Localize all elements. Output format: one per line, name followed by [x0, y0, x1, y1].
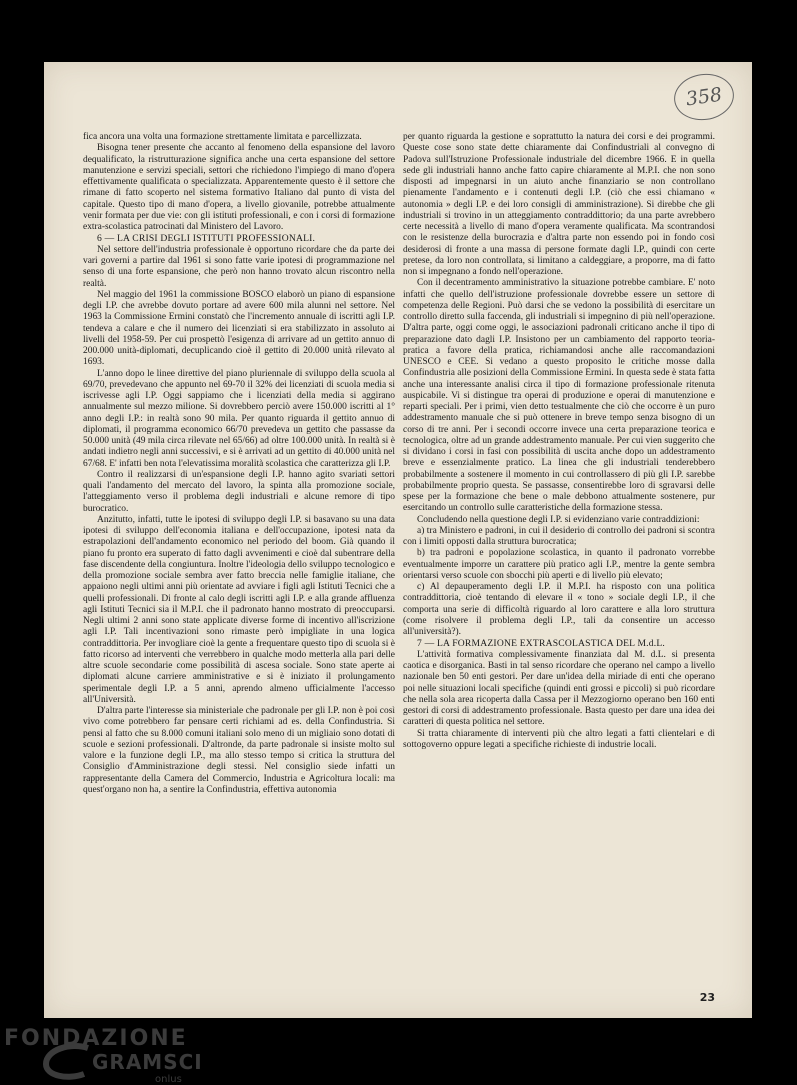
paragraph: b) tra padroni e popolazione scolastica, in quanto il padronato vorrebbe eventualmente imporre un carattere più pratico agli I.P., mentre la gente sembra orientarsi verso scuole con sbocchi più aperti e di livello più elevato; [403, 548, 715, 581]
left-column [83, 132, 395, 796]
paragraph: a) tra Ministero e padroni, in cui il desiderio di controllo dei padroni si scontra con i limiti opposti dalla struttura burocratica; [403, 525, 715, 547]
paragraph: Nel settore dell'industria professionale è opportuno ricordare che da parte dei vari governi a partire dal 1961 si sono fatte varie ipotesi di programmazione nel senso di una forte espansione, che però non hanno trovato alcun riscontro nella realtà. [83, 244, 395, 289]
paragraph: Nel maggio del 1961 la commissione BOSCO elaborò un piano di espansione degli I.P. che avrebbe dovuto portare ad avere 600 mila alunni nel settore. Nel 1963 la Commissione Ermini constatò che l'incremento annuale di iscritti agli I.P. tendeva a calare e che il numero dei licenziati si era stabilizzato in assoluto ai livelli del 1958-59. Per cui prospettò l'esigenza di arrivare ad un gettito annuo di 200.000 unità-diplomati, decuplicando cioè il gettito di 20.000 unità rilevato al 1693. [83, 289, 395, 368]
paragraph: D'altra parte l'interesse sia ministeriale che padronale per gli I.P. non è poi così vivo come potrebbero far pensare certi richiami ad es. della Confindustria. Si pensi al fatto che su 8.000 comuni italiani solo meno di un migliaio sono dotati di scuole e sezioni professionali. D'altronde, da parte padronale si insiste molto sul valore e la funzione degli I.P., ma allo stesso tempo si critica la struttura del Consiglio d'Amministrazione degli stessi. Nel consiglio siede infatti un rappresentante della Camera del Commercio, Industria e Agricoltura locali: ma quest'organo non ha, a sentire la Confindustria, effettiva autonomia [83, 706, 395, 795]
paragraph: Si tratta chiaramente di interventi più che altro legati a fatti clientelari e di sottogoverno oppure legati a specifiche richieste di industrie locali. [403, 728, 715, 750]
section-heading: 6 — LA CRISI DEGLI ISTITUTI PROFESSIONALI. [97, 233, 316, 245]
paragraph: Anzitutto, infatti, tutte le ipotesi di sviluppo degli I.P. si basavano su una data ipotesi di sviluppo dell'economia italiana e dell'occupazione, ipotesi nata da estrapolazioni dell'andamento economico nel periodo del boom. Già quando il piano fu pronto era superato di fatto dagli avvenimenti e cioè dal subentrare della fase discendente della congiuntura. Inoltre l'ideologia dello sviluppo tecnologico e della promozione sociale sembra aver fatto breccia nelle famiglie italiane, che appaiono negli ultimi anni più orientate ad avviare i figli agli Istituti Tecnici che a quelli professionali. Di fronte al calo degli iscritti agli I.P. e alla grande affluenza agli Istituti Tecnici sia il M.P.I. che il padronato hanno mostrato di preoccuparsi. Negli ultimi 2 anni sono state applicate diverse forme di incentivo all'iscrizione agli I.P. Tali incentivazioni sono rimaste però impigliate in una logica contraddittoria. Per invogliare cioè la gente a frequentare questo tipo di scuola si è fatto ricorso ad interventi che verrebbero in qualche modo metterla alla pari delle altre scuole secondarie come possibilità di ascesa sociale. Sono state aperte ai diplomati alcune carriere amministrative e si è iniziato il prolungamento sperimentale degli I.P. a 5 anni, aprendo almeno ufficialmente l'accesso all'Università. [83, 514, 395, 705]
paragraph: Bisogna tener presente che accanto al fenomeno della espansione del lavoro dequalificato, la ristrutturazione significa anche una certa espansione del settore manutenzione e servizi speciali, settori che richiedono l'impiego di mano d'opera effettivamente qualificata o specializzata. Apparentemente questo è il settore che rimane di fatto scoperto nel sistema formativo Italiano dal punto di vista del capitale. Questo tipo di mano d'opera, a livello giovanile, potrebbe attualmente venir formata per due vie: con gli istituti professionali, e con i corsi di formazione extra-scolastica patrocinati dal Ministero del Lavoro. [83, 143, 395, 232]
document-page [44, 62, 752, 1018]
watermark-line2: GRAMSCI [92, 1050, 203, 1074]
fondazione-gramsci-watermark [0, 1022, 240, 1085]
watermark-line1: FONDAZIONE [4, 1026, 188, 1051]
paragraph: c) Al depauperamento degli I.P. il M.P.I. ha risposto con una politica contraddittoria, cioè tentando di elevare il « tono » sociale degli I.P., il che comporta una serie di difficoltà riguardo al loro carattere e alla loro struttura (come risolvere il problema degli I.P., tali da consentire un accesso all'università?). [403, 582, 715, 637]
paragraph: L'attività formativa complessivamente finanziata dal M. d.L. si presenta caotica e disorganica. Basti in tal senso ricordare che operano nel campo a livello nazionale ben 50 enti gestori. Per dare un'idea della miriade di enti che operano poi nelle situazioni locali specifiche (quindi enti grossi e piccoli) si può ricordare che nella sola area ricoperta dalla Cassa per il Mezzogiorno operano ben 160 enti gestori di corsi di addestramento professionale. Basta questo per dare una idea dei caratteri di questa politica nel settore. [403, 649, 715, 728]
paragraph: per quanto riguarda la gestione e soprattutto la natura dei corsi e dei programmi. Queste cose sono state dette chiaramente dai Confindustriali al convegno di Padova sull'Istruzione Professionale industriale del dicembre 1966. E in quella sede gli industriali hanno anche fatto capire chiaramente al M.P.I. che non sono disposti ad impegnarsi in un aiuto anche finanziario se non controllano pienamente l'andamento e i contenuti degli I.P. (ciò che essi chiamano « autonomia » degli I.P. e dei loro consigli di amministrazione). Si direbbe che gli industriali si trovino in un atteggiamento contraddittorio; da una parte avrebbero certe necessità a livello di mano d'opera veramente qualificata. Ma scontrandosi con le resistenze della burocrazia e d'altra parte non essendo poi in fondo così desiderosi di fronte a una massa di persone formate dagli I.P., quindi con certe pretese, da loro non controllata, si limitano a caldeggiare, a proporre, ma di fatto non si impegnano a fondo nell'operazione. [403, 132, 715, 277]
paragraph: Con il decentramento amministrativo la situazione potrebbe cambiare. E' noto infatti che quello dell'istruzione professionale dovrebbe essere un settore di competenza delle Regioni. Può darsi che se vedono la possibilità di esercitare un controllo diretto sulla faccenda, gli industriali si impegnino di più nell'operazione. D'altra parte, oggi come oggi, le associazioni padronali criticano anche il tipo di preparazione dato dagli I.P. Insistono per un cambiamento del rapporto teoria-pratica a favore della pratica, richiamandosi anche alle raccomandazioni UNESCO e CEE. Si vedano a questo proposito le critiche mosse dalla Confindustria alle posizioni della Commissione Ermini. In questa sede è stata fatta anche una interessante analisi circa il tipo di formazione professionale ritenuta auspicabile. Vi si distingue tra operai di produzione e operai di manutenzione e reparti speciali. Per i primi, vien detto testualmente che ciò che occorre è un puro addestramento manuale che si può ottenere in breve tempo senza bisogno di un corso di tre anni. Per i secondi occorre invece una certa preparazione teorica e tecnologica, oltre ad un grande addestramento manuale. Per cui vien suggerito che si dividano i corsi in fasi con possibilità di uscita anche dopo un addestramento breve e essenzialmente pratico. La linea che gli industriali tenderebbero probabilmente a sostenere il momento in cui controllassero di più gli I.P. sarebbe probabilmente proprio questa. Se passasse, consentirebbe loro di sgravarsi delle spese per la formazione che bene o male debbono attualmente sostenere, pur esercitando un controllo sulle caratteristiche della formazione stessa. [403, 278, 715, 514]
archive-page-reference: 358 [671, 70, 737, 124]
text-columns [83, 132, 715, 796]
right-column [403, 132, 715, 796]
paragraph: fica ancora una volta una formazione strettamente limitata e parcellizzata. [83, 132, 362, 142]
section-heading: 7 — LA FORMAZIONE EXTRASCOLASTICA DEL M.d.L. [417, 638, 666, 650]
watermark-line3: onlus [155, 1074, 182, 1085]
page-number: 23 [699, 991, 715, 1004]
paragraph: Concludendo nella questione degli I.P. si evidenziano varie contraddizioni: [417, 514, 700, 525]
paragraph: Contro il realizzarsi di un'espansione degli I.P. hanno agito svariati settori quali l'andamento del mercato del lavoro, la spinta alla promozione sociale, l'atteggiamento verso il problema degli industriali e alcune remore di tipo burocratico. [83, 469, 395, 514]
paragraph: L'anno dopo le linee direttive del piano pluriennale di sviluppo della scuola al 69/70, prevedevano che appunto nel 69-70 il 32% dei licenziati di scuola media si iscrivesse agli I.P. Oggi sappiamo che i licenziati della media si aggirano annualmente sul mezzo milione. Si dovrebbero perciò avere 150.000 iscritti al 1° anno degli I.P.: in realtà sono 90 mila. Per quanto riguarda il gettito annuo di diplomati, il programma economico 66/70 prevedeva un gettito che passasse da 50.000 unità (49 mila circa rilevate nel 65/66) ad oltre 100.000 unità. In realtà si è andati indietro negli anni successivi, e si è arrivati ad un gettito di 40.000 unità nel 67/68. E' infatti ben nota l'elevatissima moralità scolastica che caratterizza gli I.P. [83, 368, 395, 469]
